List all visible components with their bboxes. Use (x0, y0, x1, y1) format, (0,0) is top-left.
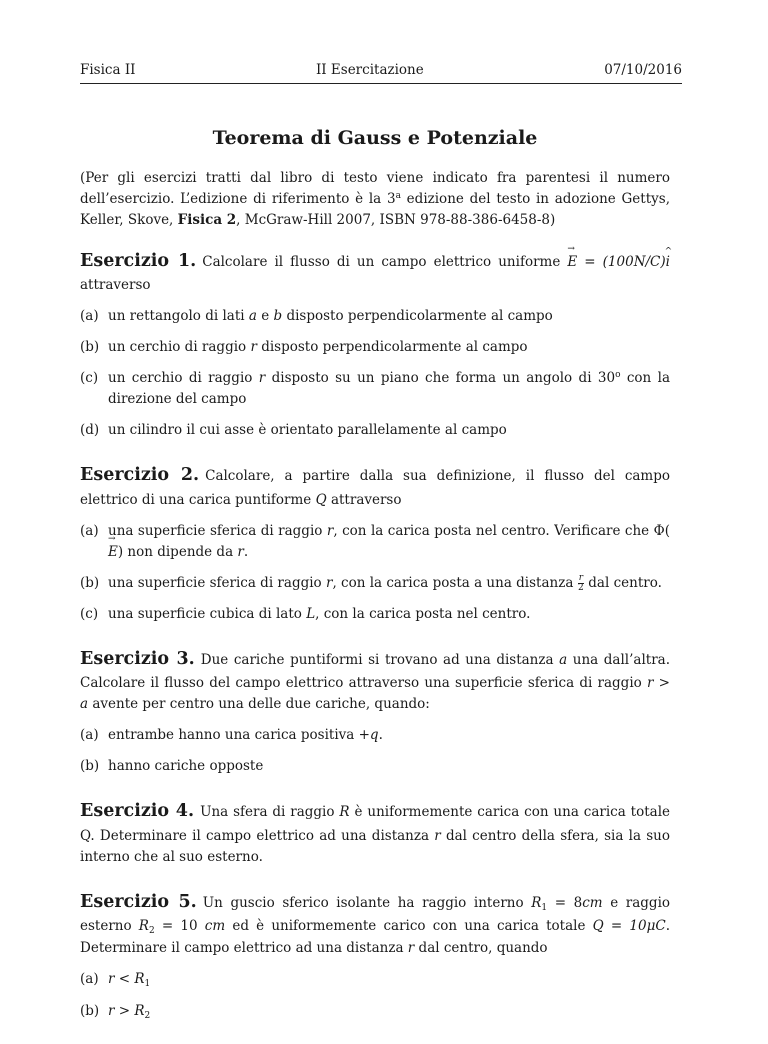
exercise-2-statement: Calcolare, a partire dalla sua definizione, il flusso del campo elettrico di una carica puntiforme (80, 468, 671, 508)
sphere-radius-symbol: R (339, 804, 350, 821)
exercise-4-heading: Esercizio 4. (80, 801, 195, 822)
exercise-2 (80, 462, 670, 625)
exercise-2-statement-end: attraverso (326, 491, 402, 508)
exercise-2-text (80, 462, 670, 510)
exercise-3-heading: Esercizio 3. (80, 648, 195, 669)
item-label: (c) (80, 370, 99, 387)
outer-radius-symbol: R (138, 918, 149, 935)
intro-book-title: Fisica 2 (177, 211, 237, 228)
intro-text-2: edizione del testo in adozione Gettys, Keller, Skove, (80, 190, 670, 228)
exercise-5-text (80, 889, 670, 959)
exercise-3-statement-2: una dall’altra. Calcolare il flusso del campo elettrico attraverso una superficie sferica di raggio (80, 651, 670, 692)
intro-paragraph (80, 168, 670, 231)
charge-symbol: Q (315, 491, 327, 508)
charge-unit: μC (646, 918, 666, 935)
outer-radius-sub: 2 (148, 926, 155, 937)
inner-radius-sub: 1 (541, 902, 548, 913)
exercise-4 (80, 798, 670, 867)
running-header (80, 62, 682, 78)
item-text: hanno cariche opposte (108, 758, 264, 775)
list-item (80, 573, 670, 594)
list-item (80, 368, 670, 410)
item-text: una superficie cubica di lato L, con la carica posta nel centro. (108, 605, 531, 622)
item-text: un rettangolo di lati a e b disposto perpendicolarmente al campo (108, 308, 553, 325)
item-text: un cerchio di raggio r disposto perpendicolarmente al campo (108, 339, 528, 356)
exercise-3-text (80, 646, 670, 715)
list-item (80, 725, 670, 746)
item-text: entrambe hanno una carica positiva +q. (108, 727, 383, 744)
item-label: (d) (80, 422, 100, 439)
inner-radius-value: = 8 (547, 894, 583, 911)
exercise-1-items (80, 306, 670, 441)
field-formula: → E = (100N/C)^ i (567, 254, 670, 270)
distance-symbol: a (559, 651, 568, 668)
exercise-4-text (80, 798, 670, 867)
document-title: Teorema di Gauss e Potenziale (212, 127, 538, 149)
exercise-4-statement-3: dal centro della sfera, sia la suo interno che al suo esterno. (80, 827, 670, 865)
list-item (80, 521, 670, 563)
exercise-3 (80, 646, 670, 777)
exercise-1-statement-end: attraverso (80, 277, 151, 294)
distance-symbol: r (407, 940, 415, 957)
item-label: (b) (80, 1003, 100, 1020)
exercise-5-statement-5: dal centro, quando (414, 940, 548, 957)
item-text: $r > R_2$ (108, 1003, 151, 1022)
list-item (80, 306, 670, 327)
intro-sup: a (395, 190, 401, 201)
item-label: (a) (80, 727, 99, 744)
exercise-3-items (80, 725, 670, 777)
exercise-5 (80, 889, 670, 1023)
exercise-5-items (80, 969, 670, 1023)
exercise-2-heading: Esercizio 2. (80, 465, 200, 486)
exercise-3-statement: Due cariche puntiformi si trovano ad una distanza (200, 651, 560, 668)
exercise-5-statement: Un guscio sferico isolante ha raggio interno (202, 894, 532, 911)
item-label: (b) (80, 339, 100, 356)
item-text: $r < R_1$ (108, 971, 151, 990)
item-label: (b) (80, 574, 100, 591)
inner-radius-unit: cm (582, 894, 603, 911)
header-date: 07/10/2016 (604, 62, 682, 78)
exercise-5-statement-3: ed è uniformemente carico con una carica totale (225, 918, 593, 935)
inner-radius-symbol: R (531, 894, 542, 911)
list-item (80, 337, 670, 358)
outer-radius-unit: cm (204, 918, 226, 935)
list-item (80, 604, 670, 625)
header-rule (80, 83, 682, 84)
item-label: (a) (80, 308, 99, 325)
fraction: $\frac{r}{2}$ (577, 572, 584, 593)
list-item (80, 420, 670, 441)
exercise-2-items (80, 521, 670, 625)
exercise-1-text (80, 248, 670, 296)
distance-symbol: r (434, 827, 441, 844)
item-label: (a) (80, 971, 99, 988)
exercise-4-statement-2: è uniformemente carica con una carica totale Q. Determinare il campo elettrico ad una distanza (80, 804, 670, 844)
exercise-1 (80, 248, 670, 442)
item-text: una superficie sferica di raggio r, con la carica posta a una distanza $\frac{r}{2}$ dal centro. (108, 572, 662, 593)
header-course: Fisica II (80, 62, 136, 78)
exercise-3-statement-3: avente per centro una delle due cariche, quando: (88, 696, 430, 713)
list-item (80, 1001, 670, 1023)
exercise-4-statement: Una sfera di raggio (200, 804, 340, 821)
item-label: (c) (80, 605, 99, 622)
list-item (80, 756, 670, 777)
item-text: un cerchio di raggio r disposto su un piano che forma un angolo di 30$^o$ con la direzione del campo (108, 370, 670, 408)
exercise-5-statement-4: . Determinare il campo elettrico ad una distanza (80, 918, 670, 957)
charge-value: Q = 10 (592, 918, 647, 935)
intro-text: (Per gli esercizi tratti dal libro di testo viene indicato fra parentesi il numero dell’esercizio. L’edizione di riferimento è la 3 (80, 169, 670, 207)
item-text: un cilindro il cui asse è orientato parallelamente al campo (108, 422, 507, 439)
radius-condition: r > a (80, 675, 670, 713)
outer-radius-value: = 10 (154, 918, 205, 935)
list-item (80, 969, 670, 991)
intro-text-3: , McGraw-Hill 2007, ISBN 978-88-386-6458-8) (236, 211, 556, 228)
header-session: II Esercitazione (315, 62, 424, 78)
document-body (80, 124, 670, 1044)
exercise-5-statement-2: e raggio esterno (80, 894, 671, 935)
exercise-1-statement: Calcolare il flusso di un campo elettrico uniforme (202, 253, 568, 270)
exercise-1-heading: Esercizio 1. (80, 250, 197, 271)
exercise-5-heading: Esercizio 5. (80, 891, 197, 912)
item-text: una superficie sferica di raggio r, con la carica posta nel centro. Verificare che Φ(→ E) non dipende da r. (108, 521, 670, 563)
item-label: (a) (80, 522, 99, 539)
item-label: (b) (80, 758, 100, 775)
